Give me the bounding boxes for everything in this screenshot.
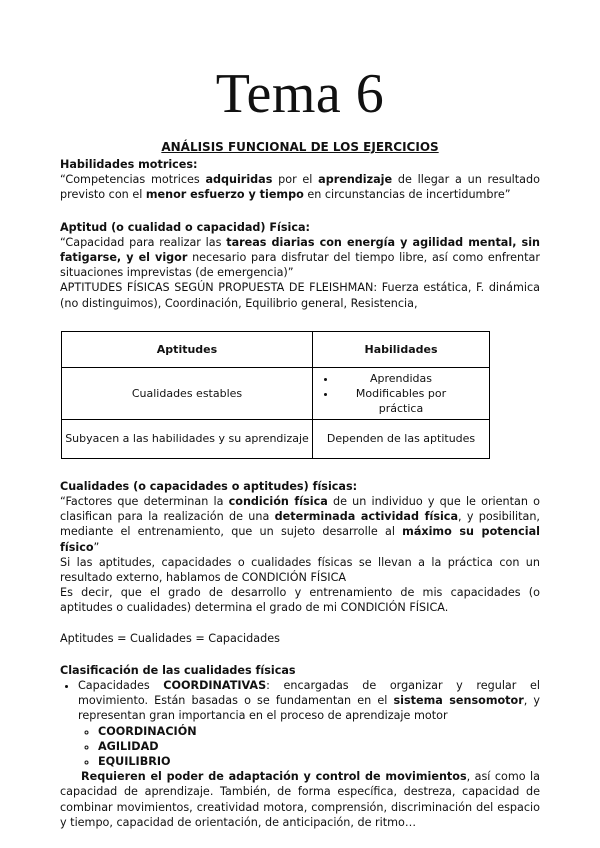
table-header-row	[62, 331, 490, 367]
final-paragraph: Requieren el poder de adaptación y control de movimientos, así como la capacidad de aprendizaje. También, de forma específica, destreza, capacidad de combinar movimientos, creatividad motora, comprensión, discriminación del espacio y tiempo, capacidad de orientación, de anticipación, de ritmo…	[60, 770, 540, 829]
list-item: • Capacidades COORDINATIVAS: encargadas de organizar y regular el movimiento. Están basadas o se fundamentan en el sistema sensomotor, y representan gran importancia en el proceso de aprendizaje motor ◦ COORDINACIÓN ◦ AGILIDAD ◦ EQUILIBRIO	[78, 678, 540, 769]
table-cell: Dependen de las aptitudes	[313, 419, 490, 458]
table-cell: Subyacen a las habilidades y su aprendizaje	[62, 419, 313, 458]
habilidades-definition: “Competencias motrices adquiridas por el aprendizaje de llegar a un resultado previsto con el menor esfuerzo y tiempo en circunstancias de incertidumbre”	[60, 173, 540, 202]
document-page	[60, 0, 540, 830]
table-header-habilidades: Habilidades	[313, 331, 490, 367]
table-row	[62, 419, 490, 458]
habilidades-heading: Habilidades motrices:	[60, 158, 198, 171]
list-item: ◦ EQUILIBRIO	[98, 754, 540, 769]
coordinativas-sublist	[78, 724, 540, 770]
fleishman-paragraph: APTITUDES FÍSICAS SEGÚN PROPUESTA DE FLEISHMAN: Fuerza estática, F. dinámica (no distinguimos), Coordinación, Equilibrio general, Resistencia,	[60, 281, 540, 310]
list-item: ◦ COORDINACIÓN	[98, 724, 540, 739]
clasificacion-list	[60, 678, 540, 769]
table-cell	[313, 367, 490, 419]
page-title: Tema 6	[215, 63, 385, 125]
section-subtitle: ANÁLISIS FUNCIONAL DE LOS EJERCICIOS	[161, 140, 439, 154]
cualidades-definition: “Factores que determinan la condición física de un individuo y que le orientan o clasifican para la realización de una determinada actividad física, y posibilitan, mediante el entrenamiento, que un sujeto desarrolle al máximo su potencial físico”	[60, 495, 541, 554]
table-row	[62, 367, 490, 419]
condicion-fisica-paragraph: Si las aptitudes, capacidades o cualidades físicas se llevan a la práctica con un resultado externo, hablamos de CONDICIÓN FÍSICA	[60, 555, 540, 585]
table-cell: Cualidades estables	[62, 367, 313, 419]
grado-paragraph: Es decir, que el grado de desarrollo y entrenamiento de mis capacidades (o aptitudes o cualidades) determina el grado de mi CONDICIÓN FÍSICA.	[60, 586, 540, 615]
list-item: • Aprendidas	[337, 371, 489, 386]
table-header-aptitudes: Aptitudes	[62, 331, 313, 367]
aptitud-heading: Aptitud (o cualidad o capacidad) Física:	[60, 220, 311, 234]
list-item: • Modificables por práctica	[337, 386, 489, 416]
aptitudes-habilidades-table	[61, 331, 490, 459]
list-item: ◦ AGILIDAD	[98, 739, 540, 754]
aptitud-definition: “Capacidad para realizar las tareas diarias con energía y agilidad mental, sin fatigarse, y el vigor necesario para disfrutar del tiempo libre, así como enfrentar situaciones imprevistas (de emergencia)”	[60, 235, 540, 280]
clasificacion-heading: Clasificación de las cualidades físicas	[60, 663, 296, 677]
cualidades-heading: Cualidades (o capacidades o aptitudes) físicas:	[60, 479, 358, 493]
equivalence-line: Aptitudes = Cualidades = Capacidades	[60, 631, 280, 645]
